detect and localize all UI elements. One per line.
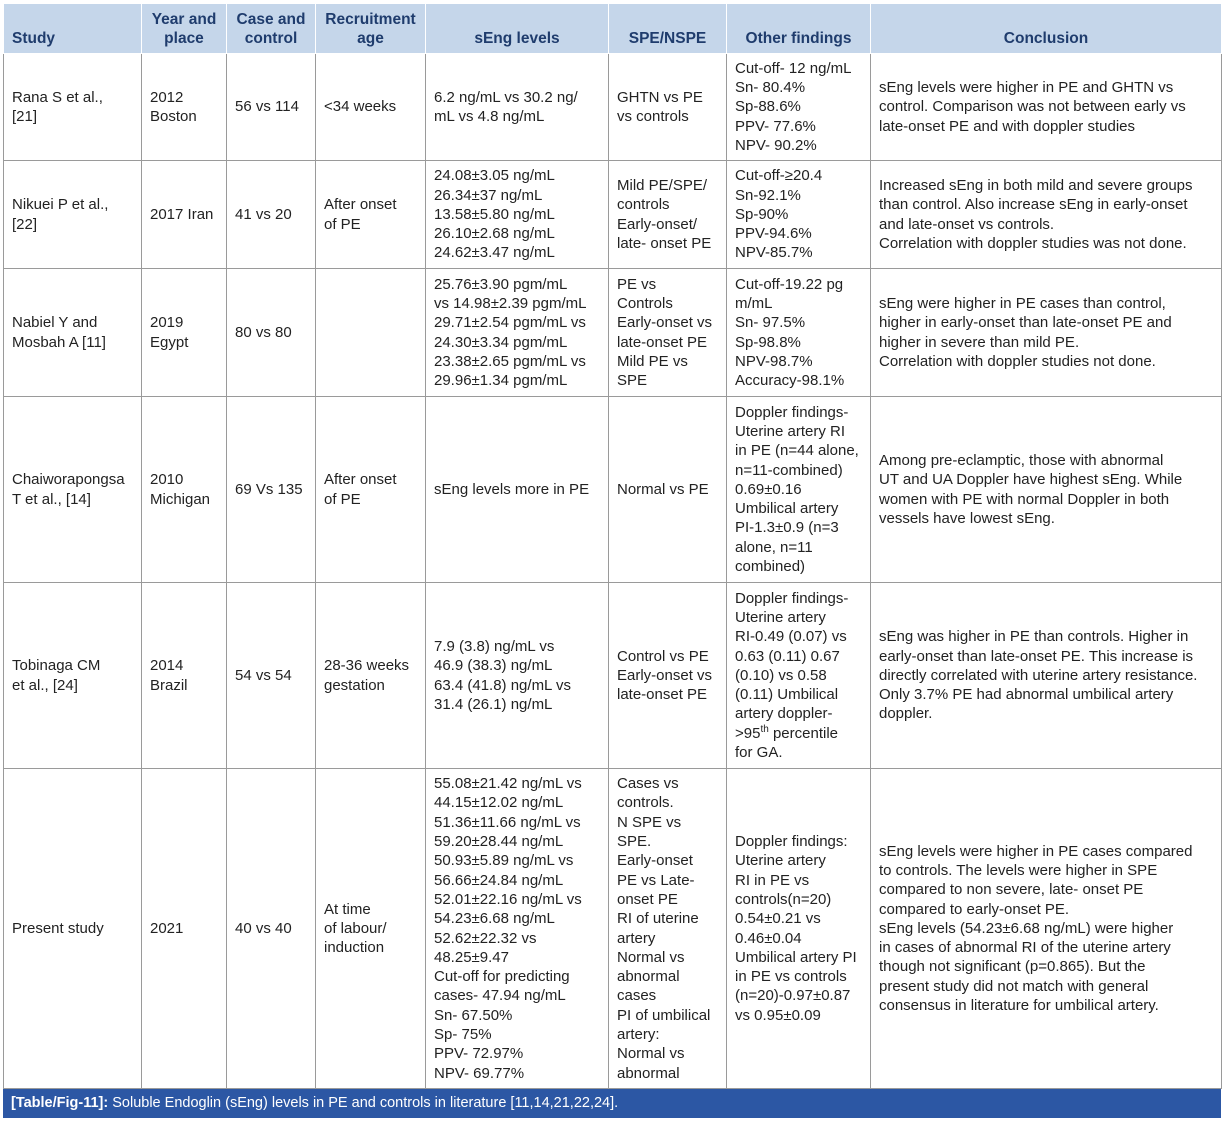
cell-year-place: 2021 bbox=[142, 769, 227, 1089]
header-row bbox=[4, 4, 1222, 54]
cell-seng-levels: 55.08±21.42 ng/mL vs 44.15±12.02 ng/mL 51.36±11.66 ng/mL vs 59.20±28.44 ng/mL 50.93±5.89 ng/mL vs 56.66±24.84 ng/mL 52.01±22.16 ng/mL vs 54.23±6.68 ng/mL 52.62±22.32 vs 48.25±9.47 Cut-off for predicting cases- 47.94 ng/mL Sn- 67.50% Sp- 75% PPV- 72.97% NPV- 69.77% bbox=[426, 769, 609, 1089]
cell-study: Tobinaga CM et al., [24] bbox=[4, 583, 142, 769]
cell-recruitment-age: After onset of PE bbox=[316, 161, 426, 269]
cell-conclusion: Increased sEng in both mild and severe groups than control. Also increase sEng in early-onset and late-onset vs controls. Correlation with doppler studies was not done. bbox=[871, 161, 1222, 269]
cell-recruitment-age: <34 weeks bbox=[316, 54, 426, 161]
cell-year-place: 2010 Michigan bbox=[142, 397, 227, 583]
cell-case-control: 80 vs 80 bbox=[227, 269, 316, 397]
cell-seng-levels: 6.2 ng/mL vs 30.2 ng/ mL vs 4.8 ng/mL bbox=[426, 54, 609, 161]
cell-case-control: 41 vs 20 bbox=[227, 161, 316, 269]
table-container bbox=[3, 3, 1221, 1118]
cell-conclusion: sEng were higher in PE cases than control, higher in early-onset than late-onset PE and higher in severe than mild PE. Correlation with doppler studies not done. bbox=[871, 269, 1222, 397]
caption-text: Soluble Endoglin (sEng) levels in PE and controls in literature [11,14,21,22,24]. bbox=[108, 1095, 619, 1111]
header-case-control: Case and control bbox=[227, 4, 316, 54]
cell-year-place: 2012 Boston bbox=[142, 54, 227, 161]
cell-recruitment-age bbox=[316, 269, 426, 397]
cell-recruitment-age: 28-36 weeks gestation bbox=[316, 583, 426, 769]
header-spe-nspe: SPE/NSPE bbox=[609, 4, 727, 54]
cell-recruitment-age: At time of labour/ induction bbox=[316, 769, 426, 1089]
ordinal-suffix: th bbox=[760, 723, 769, 735]
cell-case-control: 54 vs 54 bbox=[227, 583, 316, 769]
table-row bbox=[4, 269, 1222, 397]
table-row bbox=[4, 161, 1222, 269]
cell-other-findings bbox=[727, 583, 871, 769]
header-seng-levels: sEng levels bbox=[426, 4, 609, 54]
table-row bbox=[4, 769, 1222, 1089]
cell-conclusion: Among pre-eclamptic, those with abnormal UT and UA Doppler have highest sEng. While women with PE with normal Doppler in both vessels have lowest sEng. bbox=[871, 397, 1222, 583]
cell-year-place: 2014 Brazil bbox=[142, 583, 227, 769]
cell-conclusion: sEng levels were higher in PE and GHTN vs control. Comparison was not between early vs late-onset PE and with doppler studies bbox=[871, 54, 1222, 161]
cell-spe-nspe: GHTN vs PE vs controls bbox=[609, 54, 727, 161]
header-conclusion: Conclusion bbox=[871, 4, 1222, 54]
cell-conclusion: sEng levels were higher in PE cases compared to controls. The levels were higher in SPE compared to non severe, late- onset PE compared to early-onset PE. sEng levels (54.23±6.68 ng/mL) were higher in cases of abnormal RI of the uterine artery though not significant (p=0.865). But the present study did not match with general consensus in literature for umbilical artery. bbox=[871, 769, 1222, 1089]
cell-year-place: 2017 Iran bbox=[142, 161, 227, 269]
cell-study: Chaiworapongsa T et al., [14] bbox=[4, 397, 142, 583]
cell-other-findings: Doppler findings- Uterine artery RI in PE (n=44 alone, n=11-combined) 0.69±0.16 Umbilical artery PI-1.3±0.9 (n=3 alone, n=11 combined) bbox=[727, 397, 871, 583]
cell-seng-levels: sEng levels more in PE bbox=[426, 397, 609, 583]
cell-spe-nspe: Cases vs controls. N SPE vs SPE. Early-onset PE vs Late- onset PE RI of uterine artery Normal vs abnormal cases PI of umbilical artery: Normal vs abnormal bbox=[609, 769, 727, 1089]
cell-spe-nspe: Normal vs PE bbox=[609, 397, 727, 583]
cell-other-findings: Cut-off-19.22 pg m/mL Sn- 97.5% Sp-98.8% NPV-98.7% Accuracy-98.1% bbox=[727, 269, 871, 397]
cell-other-findings: Cut-off- 12 ng/mL Sn- 80.4% Sp-88.6% PPV- 77.6% NPV- 90.2% bbox=[727, 54, 871, 161]
cell-study: Nabiel Y and Mosbah A [11] bbox=[4, 269, 142, 397]
cell-study: Nikuei P et al., [22] bbox=[4, 161, 142, 269]
table-row bbox=[4, 583, 1222, 769]
cell-spe-nspe: Mild PE/SPE/ controls Early-onset/ late- onset PE bbox=[609, 161, 727, 269]
header-study: Study bbox=[4, 4, 142, 54]
cell-study: Rana S et al., [21] bbox=[4, 54, 142, 161]
caption-label: [Table/Fig-11]: bbox=[11, 1095, 109, 1111]
cell-study: Present study bbox=[4, 769, 142, 1089]
cell-case-control: 69 Vs 135 bbox=[227, 397, 316, 583]
header-year-place: Year and place bbox=[142, 4, 227, 54]
cell-case-control: 40 vs 40 bbox=[227, 769, 316, 1089]
cell-seng-levels: 25.76±3.90 pgm/mL vs 14.98±2.39 pgm/mL 29.71±2.54 pgm/mL vs 24.30±3.34 pgm/mL 23.38±2.65 pgm/mL vs 29.96±1.34 pgm/mL bbox=[426, 269, 609, 397]
other-findings-text-cont: percentile for GA. bbox=[735, 724, 839, 762]
cell-seng-levels: 7.9 (3.8) ng/mL vs 46.9 (38.3) ng/mL 63.4 (41.8) ng/mL vs 31.4 (26.1) ng/mL bbox=[426, 583, 609, 769]
cell-spe-nspe: Control vs PE Early-onset vs late-onset PE bbox=[609, 583, 727, 769]
cell-year-place: 2019 Egypt bbox=[142, 269, 227, 397]
table-row bbox=[4, 54, 1222, 161]
literature-table bbox=[3, 3, 1222, 1089]
header-recruitment-age: Recruitment age bbox=[316, 4, 426, 54]
header-other-findings: Other findings bbox=[727, 4, 871, 54]
cell-conclusion: sEng was higher in PE than controls. Higher in early-onset than late-onset PE. This increase is directly correlated with uterine artery resistance. Only 3.7% PE had abnormal umbilical artery doppler. bbox=[871, 583, 1222, 769]
cell-other-findings: Doppler findings: Uterine artery RI in PE vs controls(n=20) 0.54±0.21 vs 0.46±0.04 Umbilical artery PI in PE vs controls (n=20)-0.97±0.87 vs 0.95±0.09 bbox=[727, 769, 871, 1089]
table-caption bbox=[3, 1089, 1221, 1118]
other-findings-text: Doppler findings- Uterine artery RI-0.49 (0.07) vs 0.63 (0.11) 0.67 (0.10) vs 0.58 (0.11) Umbilical artery doppler- >95 bbox=[735, 589, 849, 742]
cell-case-control: 56 vs 114 bbox=[227, 54, 316, 161]
table-row bbox=[4, 397, 1222, 583]
cell-recruitment-age: After onset of PE bbox=[316, 397, 426, 583]
cell-spe-nspe: PE vs Controls Early-onset vs late-onset PE Mild PE vs SPE bbox=[609, 269, 727, 397]
cell-seng-levels: 24.08±3.05 ng/mL 26.34±37 ng/mL 13.58±5.80 ng/mL 26.10±2.68 ng/mL 24.62±3.47 ng/mL bbox=[426, 161, 609, 269]
cell-other-findings: Cut-off-≥20.4 Sn-92.1% Sp-90% PPV-94.6% NPV-85.7% bbox=[727, 161, 871, 269]
